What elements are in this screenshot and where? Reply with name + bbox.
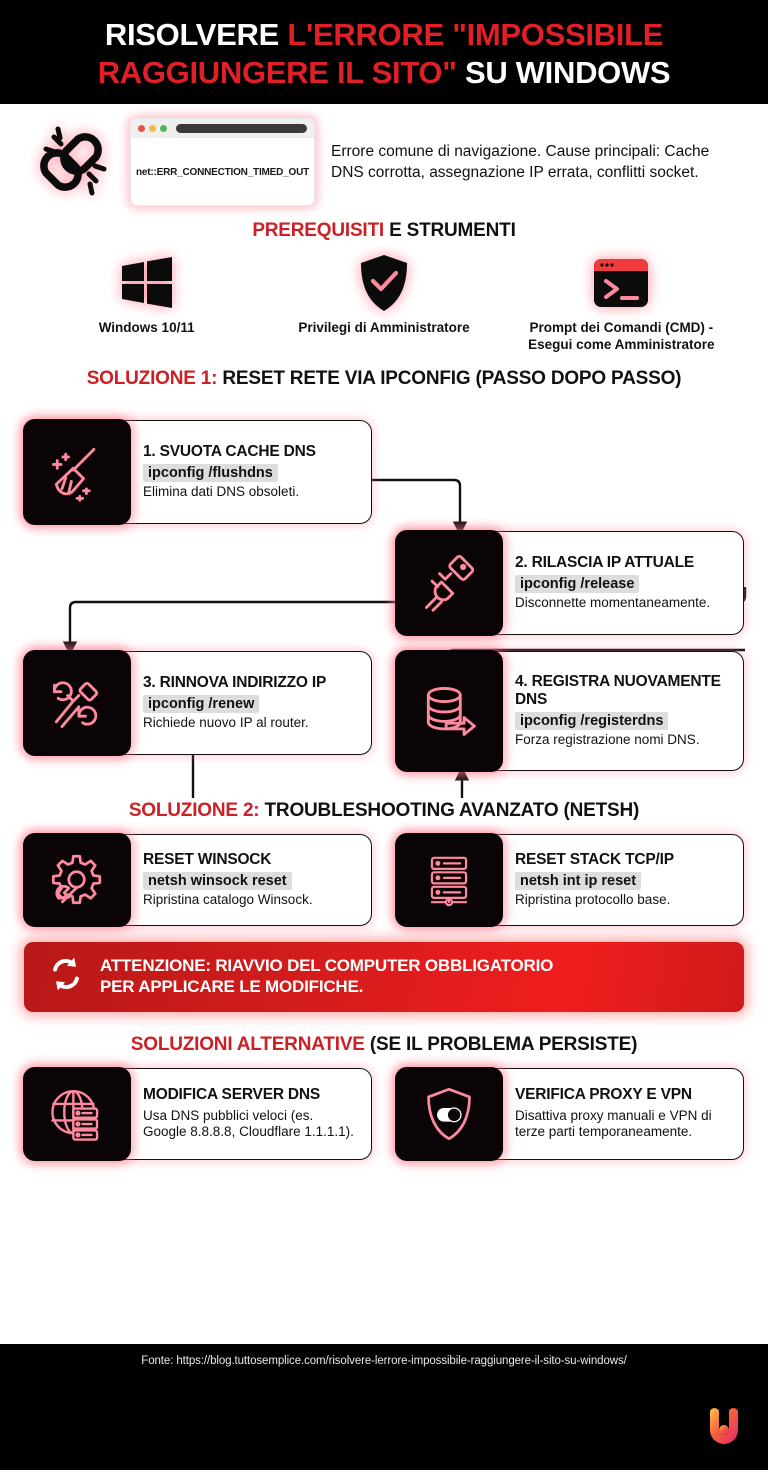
- browser-minimize-dot-icon: [149, 125, 156, 132]
- prerequisite-item-admin: [269, 254, 499, 337]
- solution1-title: [0, 368, 768, 390]
- step-card-4-command: ipconfig /registerdns: [515, 712, 668, 730]
- prerequisite-item-cmd: [506, 254, 736, 354]
- step-card-1-description: Elimina dati DNS obsoleti.: [143, 483, 300, 499]
- step-card-3-command: ipconfig /renew: [143, 695, 259, 713]
- solution1-title-red: SOLUZIONE 1:: [86, 367, 218, 389]
- header-title-line-2: [98, 54, 671, 92]
- alternatives-card-dns-body: [133, 1069, 371, 1159]
- alternatives-card-proxy-heading: VERIFICA PROXY E VPN: [515, 1086, 692, 1104]
- broom-icon: [23, 419, 131, 525]
- prerequisite-label-windows: Windows 10/11: [98, 320, 195, 335]
- browser-error-code: net::ERR_CONNECTION_TIMED_OUT: [135, 167, 310, 178]
- solution2-card-tcpip-heading: RESET STACK TCP/IP: [515, 850, 674, 868]
- step-card-1-body: [133, 421, 371, 523]
- warning-text-line-1: ATTENZIONE: RIAVVIO DEL COMPUTER OBBLIGATORIO: [100, 956, 554, 976]
- alternatives-card-dns-wrap: [24, 1068, 372, 1160]
- solution2-card-tcpip-wrap: [396, 834, 744, 926]
- alternatives-card-dns-heading: MODIFICA SERVER DNS: [143, 1086, 321, 1104]
- unplugged-cable-icon: [395, 530, 503, 636]
- solution2-title: [0, 800, 768, 822]
- footer: [0, 1344, 768, 1470]
- globe-server-icon: [23, 1067, 131, 1161]
- alternatives-card-proxy[interactable]: [396, 1068, 744, 1160]
- header-title-part-red-2: RAGGIUNGERE IL SITO": [97, 55, 465, 90]
- solution1-title-rest: RESET RETE VIA IPCONFIG (PASSO DOPO PASSO): [217, 367, 682, 389]
- solution2-title-red: SOLUZIONE 2:: [128, 799, 260, 821]
- intro-section: [0, 104, 768, 210]
- warning-text-line-2: PER APPLICARE LE MODIFICHE.: [100, 976, 364, 996]
- gear-wrench-icon: [23, 833, 131, 927]
- alternatives-card-proxy-description: Disattiva proxy manuali e VPN di terze parti temporaneamente.: [515, 1107, 712, 1140]
- step-card-1-heading: 1. SVUOTA CACHE DNS: [143, 442, 316, 460]
- content-sheet: [0, 104, 768, 1344]
- header-banner: [0, 0, 768, 104]
- solution2-card-winsock-heading: RESET WINSOCK: [143, 850, 272, 868]
- solution1-flow: [0, 368, 768, 798]
- solution2-card-tcpip-body: [505, 835, 743, 925]
- restart-arrows-icon: [46, 954, 86, 999]
- database-arrow-icon: [395, 650, 503, 772]
- intro-description: Errore comune di navigazione. Cause principali: Cache DNS corrotta, assegnazione IP errata, conflitti socket.: [331, 142, 710, 181]
- server-rack-icon: [395, 833, 503, 927]
- alternatives-title: [0, 1034, 768, 1056]
- alternatives-card-dns-description: Usa DNS pubblici veloci (es. Google 8.8.8.8, Cloudflare 1.1.1.1).: [143, 1107, 354, 1140]
- windows-logo-icon: [120, 254, 174, 312]
- shield-check-icon: [359, 254, 409, 312]
- step-card-1[interactable]: [24, 420, 372, 524]
- alternatives-card-proxy-body: [505, 1069, 743, 1159]
- browser-title-bar: [131, 119, 314, 138]
- prerequisite-label-admin: Privilegi di Amministratore: [298, 320, 470, 335]
- prerequisites-title-rest: E STRUMENTI: [384, 220, 516, 241]
- step-card-2-description: Disconnette momentaneamente.: [515, 594, 711, 610]
- shield-toggle-icon: [395, 1067, 503, 1161]
- prerequisites-row: [0, 242, 768, 354]
- step-card-1-command: ipconfig /flushdns: [143, 464, 278, 482]
- step-card-2-body: [505, 532, 743, 634]
- solution2-cards-row: [0, 822, 768, 926]
- warning-banner: [24, 942, 744, 1012]
- step-card-4-body: [505, 652, 743, 770]
- prerequisites-title-red: PREREQUISITI: [252, 220, 384, 241]
- browser-error-mockup: [130, 118, 315, 206]
- step-card-4[interactable]: [396, 651, 744, 771]
- step-card-3-heading: 3. RINNOVA INDIRIZZO IP: [143, 673, 327, 691]
- solution2-card-tcpip-command: netsh int ip reset: [515, 872, 641, 890]
- warning-text: [100, 956, 553, 997]
- step-card-4-description: Forza registrazione nomi DNS.: [515, 732, 700, 748]
- step-card-3-body: [133, 652, 371, 754]
- step-card-3-description: Richiede nuovo IP al router.: [143, 714, 309, 730]
- refresh-cable-icon: [23, 650, 131, 756]
- step-card-3[interactable]: [24, 651, 372, 755]
- step-card-2-command: ipconfig /release: [515, 575, 639, 593]
- alternatives-title-red: SOLUZIONI ALTERNATIVE: [130, 1033, 365, 1055]
- browser-maximize-dot-icon: [160, 125, 167, 132]
- step-card-2[interactable]: [396, 531, 744, 635]
- header-title-line-1: [105, 16, 663, 54]
- solution2-card-winsock-body: [133, 835, 371, 925]
- solution2-card-winsock-wrap: [24, 834, 372, 926]
- terminal-window-icon: [592, 254, 650, 312]
- solution2-card-tcpip[interactable]: [396, 834, 744, 926]
- header-title-part-red-1: L'ERRORE "IMPOSSIBILE: [287, 17, 664, 53]
- u-brand-logo-icon: [706, 1408, 742, 1448]
- solution2-card-tcpip-description: Ripristina protocollo base.: [515, 891, 671, 907]
- broken-chain-icon: [24, 119, 114, 205]
- prerequisite-label-cmd: Prompt dei Comandi (CMD) - Esegui come Amministratore: [528, 320, 715, 352]
- step-card-4-heading: 4. REGISTRA NUOVAMENTE DNS: [515, 672, 721, 708]
- solution2-card-winsock[interactable]: [24, 834, 372, 926]
- solution2-title-rest: TROUBLESHOOTING AVANZATO (NETSH): [259, 799, 640, 821]
- browser-close-dot-icon: [138, 125, 145, 132]
- solution2-card-winsock-command: netsh winsock reset: [143, 872, 292, 890]
- alternatives-card-proxy-wrap: [396, 1068, 744, 1160]
- alternatives-cards-row: [0, 1056, 768, 1160]
- header-title-part-white-2: SU WINDOWS: [464, 55, 671, 90]
- prerequisite-item-windows: [32, 254, 262, 337]
- browser-address-bar[interactable]: [176, 124, 307, 133]
- footer-source-url[interactable]: Fonte: https://blog.tuttosemplice.com/risolvere-lerrore-impossibile-raggiungere-il-sito-su-windows/: [141, 1355, 627, 1367]
- prerequisites-title: [0, 220, 768, 242]
- step-card-2-heading: 2. RILASCIA IP ATTUALE: [515, 553, 695, 571]
- solution2-section: [0, 800, 768, 926]
- solution2-card-winsock-description: Ripristina catalogo Winsock.: [143, 891, 313, 907]
- browser-viewport: [131, 138, 314, 206]
- header-title-part-white-1: RISOLVERE: [104, 17, 288, 53]
- alternatives-title-rest: (SE IL PROBLEMA PERSISTE): [364, 1033, 638, 1055]
- alternatives-card-dns[interactable]: [24, 1068, 372, 1160]
